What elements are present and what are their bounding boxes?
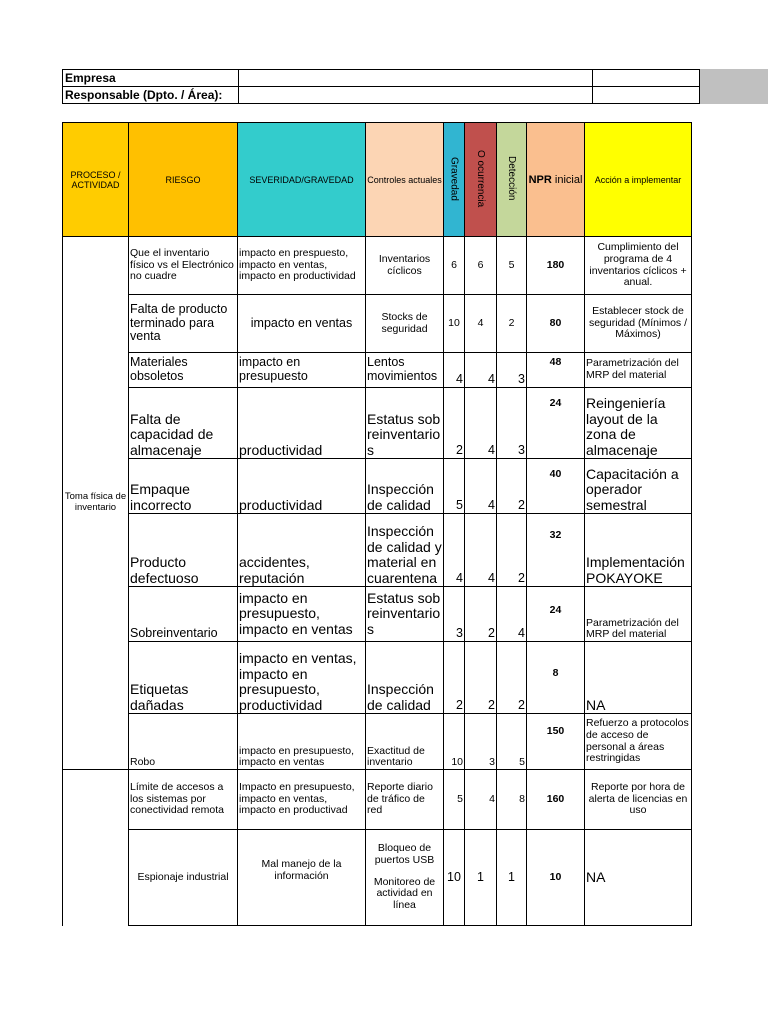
- ocurrencia-cell: 4: [465, 459, 497, 514]
- accion-cell: Parametrización del MRP del material: [585, 353, 692, 388]
- deteccion-cell: 2: [497, 642, 527, 714]
- controles-cell: Inspección de calidad: [366, 642, 444, 714]
- col-npr: [527, 123, 585, 237]
- controles-cell: Inventarios cíclicos: [366, 237, 444, 295]
- ocurrencia-cell: 4: [465, 353, 497, 388]
- ocurrencia-cell: 6: [465, 237, 497, 295]
- npr-cell: 10: [527, 830, 585, 926]
- riesgo-cell: Que el inventario físico vs el Electrónico no cuadre: [129, 237, 238, 295]
- gravedad-cell: 4: [444, 514, 465, 587]
- table-row: [63, 642, 692, 714]
- severidad-cell: productividad: [238, 459, 366, 514]
- ocurrencia-cell: 4: [465, 770, 497, 830]
- controles-cell: Inspección de calidad y material en cuarentena: [366, 514, 444, 587]
- col-riesgo: RIESGO: [129, 123, 238, 237]
- npr-cell: 150: [527, 714, 585, 770]
- deteccion-cell: 3: [497, 353, 527, 388]
- gravedad-cell: 5: [444, 770, 465, 830]
- npr-cell: 160: [527, 770, 585, 830]
- accion-cell: Cumplimiento del programa de 4 inventarios cíclicos + anual.: [585, 237, 692, 295]
- riesgo-cell: Límite de accesos a los sistemas por conectividad remota: [129, 770, 238, 830]
- ocurrencia-cell: 3: [465, 714, 497, 770]
- severidad-cell: productividad: [238, 388, 366, 459]
- deteccion-cell: 2: [497, 514, 527, 587]
- ocurrencia-cell: 1: [465, 830, 497, 926]
- controles-cell: Inspección de calidad: [366, 459, 444, 514]
- deteccion-label: Detección: [506, 156, 517, 201]
- empresa-extra: [593, 70, 700, 87]
- ocurrencia-cell: 4: [465, 295, 497, 353]
- controles-cell: [366, 830, 444, 926]
- npr-cell: 80: [527, 295, 585, 353]
- table-row: [63, 587, 692, 642]
- table-row: [63, 770, 692, 830]
- accion-cell: Refuerzo a protocolos de acceso de personal a áreas restringidas: [585, 714, 692, 770]
- header-row: [63, 123, 692, 237]
- severidad-cell: Impacto en presupuesto, impacto en ventas, impacto en productivad: [238, 770, 366, 830]
- severidad-cell: impacto en prespuesto, impacto en ventas, impacto en productividad: [238, 237, 366, 295]
- table-row: [63, 714, 692, 770]
- accion-cell: Reingeniería layout de la zona de almacenaje: [585, 388, 692, 459]
- controles-cell: Estatus sobreinventarios: [366, 388, 444, 459]
- riesgo-cell: Espionaje industrial: [129, 830, 238, 926]
- ocurrencia-cell: 2: [465, 587, 497, 642]
- ocurrencia-label: O ocurrencia: [475, 149, 486, 208]
- empresa-label: Empresa: [63, 70, 239, 87]
- proceso-cell-empty: [63, 770, 129, 926]
- npr-cell: 48: [527, 353, 585, 388]
- gray-block: [700, 69, 768, 104]
- gravedad-cell: 2: [444, 642, 465, 714]
- empresa-value[interactable]: [239, 70, 593, 87]
- table-row: [63, 237, 692, 295]
- severidad-cell: impacto en presupuesto, impacto en ventas: [238, 587, 366, 642]
- npr-cell: 8: [527, 642, 585, 714]
- accion-cell: Implementación POKAYOKE: [585, 514, 692, 587]
- accion-cell: Parametrización del MRP del material: [585, 587, 692, 642]
- accion-cell: NA: [585, 830, 692, 926]
- accion-cell: NA: [585, 642, 692, 714]
- riesgo-cell: Producto defectuoso: [129, 514, 238, 587]
- riesgo-cell: Falta de capacidad de almacenaje: [129, 388, 238, 459]
- table-row: [63, 388, 692, 459]
- gravedad-cell: 10: [444, 714, 465, 770]
- header-table: [62, 69, 700, 104]
- npr-cell: 24: [527, 388, 585, 459]
- severidad-cell: impacto en presupuesto, impacto en ventas: [238, 714, 366, 770]
- gravedad-cell: 10: [444, 830, 465, 926]
- proceso-cell: Toma física de inventario: [63, 237, 129, 770]
- accion-cell: Reporte por hora de alerta de licencias en uso: [585, 770, 692, 830]
- col-gravedad: [444, 123, 465, 237]
- col-controles: Controles actuales: [366, 123, 444, 237]
- controles-cell: Stocks de seguridad: [366, 295, 444, 353]
- riesgo-cell: Falta de producto terminado para venta: [129, 295, 238, 353]
- deteccion-cell: 5: [497, 237, 527, 295]
- severidad-cell: impacto en ventas, impacto en presupuesto, productividad: [238, 642, 366, 714]
- table-row: [63, 514, 692, 587]
- controles-cell: Reporte diario de tráfico de red: [366, 770, 444, 830]
- deteccion-cell: 8: [497, 770, 527, 830]
- riesgo-cell: Robo: [129, 714, 238, 770]
- deteccion-cell: 2: [497, 459, 527, 514]
- table-row: [63, 459, 692, 514]
- col-accion: Acción a implementar: [585, 123, 692, 237]
- deteccion-cell: 4: [497, 587, 527, 642]
- gravedad-cell: 4: [444, 353, 465, 388]
- risk-table: [62, 122, 692, 926]
- col-deteccion: [497, 123, 527, 237]
- deteccion-cell: 2: [497, 295, 527, 353]
- col-ocurrencia: [465, 123, 497, 237]
- deteccion-cell: 1: [497, 830, 527, 926]
- ocurrencia-cell: 4: [465, 514, 497, 587]
- severidad-cell: accidentes, reputación: [238, 514, 366, 587]
- col-proceso: PROCESO / ACTIVIDAD: [63, 123, 129, 237]
- severidad-cell: impacto en ventas: [238, 295, 366, 353]
- npr-cell: 40: [527, 459, 585, 514]
- responsable-label: Responsable (Dpto. / Área):: [63, 87, 239, 104]
- ocurrencia-cell: 2: [465, 642, 497, 714]
- riesgo-cell: Materiales obsoletos: [129, 353, 238, 388]
- severidad-cell: impacto en presupuesto: [238, 353, 366, 388]
- riesgo-cell: Etiquetas dañadas: [129, 642, 238, 714]
- npr-rest: inicial: [551, 173, 583, 186]
- ocurrencia-cell: 4: [465, 388, 497, 459]
- riesgo-cell: Sobreinventario: [129, 587, 238, 642]
- table-row: [63, 353, 692, 388]
- npr-bold: NPR: [528, 173, 552, 186]
- responsable-value[interactable]: [239, 87, 593, 104]
- gravedad-label: Gravedad: [448, 156, 460, 201]
- deteccion-cell: 3: [497, 388, 527, 459]
- deteccion-cell: 5: [497, 714, 527, 770]
- col-severidad: SEVERIDAD/GRAVEDAD: [238, 123, 366, 237]
- table-row: [63, 295, 692, 353]
- npr-cell: 32: [527, 514, 585, 587]
- npr-cell: 24: [527, 587, 585, 642]
- riesgo-cell: Empaque incorrecto: [129, 459, 238, 514]
- npr-cell: 180: [527, 237, 585, 295]
- controles-cell: Estatus sobreinventarios: [366, 587, 444, 642]
- table-row: [63, 830, 692, 926]
- controles-line-b: Monitoreo de actividad en línea: [373, 875, 436, 912]
- controles-cell: Lentos movimientos: [366, 353, 444, 388]
- controles-line-a: Bloqueo de puertos USB: [374, 842, 435, 866]
- controles-cell: Exactitud de inventario: [366, 714, 444, 770]
- accion-cell: Establecer stock de seguridad (Mínimos / Máximos): [585, 295, 692, 353]
- accion-cell: Capacitación a operador semestral: [585, 459, 692, 514]
- gravedad-cell: 6: [444, 237, 465, 295]
- severidad-cell: Mal manejo de la información: [238, 830, 366, 926]
- gravedad-cell: 3: [444, 587, 465, 642]
- gravedad-cell: 5: [444, 459, 465, 514]
- gravedad-cell: 10: [444, 295, 465, 353]
- responsable-extra: [593, 87, 700, 104]
- gravedad-cell: 2: [444, 388, 465, 459]
